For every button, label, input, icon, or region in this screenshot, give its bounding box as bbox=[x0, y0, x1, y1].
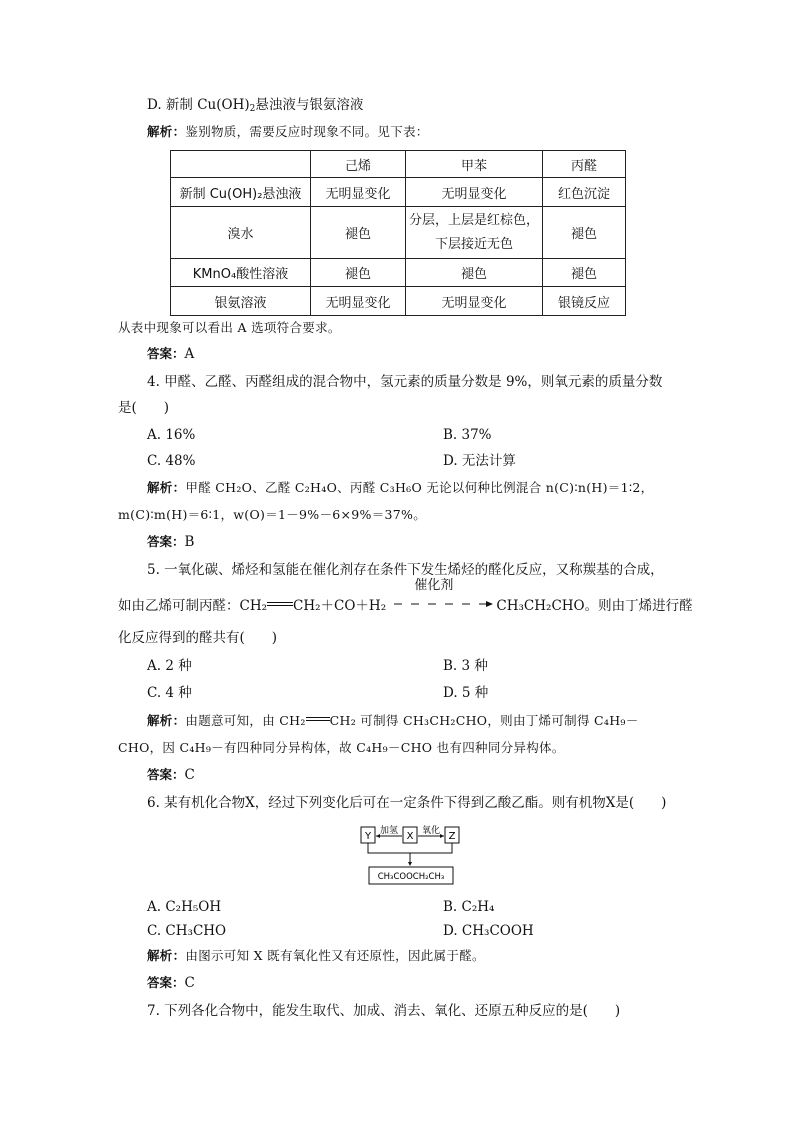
table-row bbox=[171, 259, 626, 287]
table-header-row bbox=[171, 151, 626, 178]
q4-option-a: A. 16% bbox=[147, 427, 196, 443]
table-cell: 无明显变化 bbox=[406, 178, 543, 207]
table-cell: 褪色 bbox=[311, 259, 406, 287]
table-cell: 溴水 bbox=[171, 207, 311, 259]
q5-equation: 如由乙烯可制丙醛：CH₂ CH₂＋CO＋H₂ 催化剂 CH₃CH₂CHO。则由丁烯进行醛 bbox=[118, 578, 693, 614]
q6-answer: 答案：C bbox=[147, 975, 195, 991]
q5-stem-cont: 化反应得到的醛共有( ) bbox=[118, 630, 278, 646]
table-header-cell bbox=[171, 151, 311, 178]
table-row bbox=[171, 178, 626, 207]
connector-line bbox=[368, 843, 452, 853]
q5-option-b: B. 3 种 bbox=[443, 658, 488, 674]
q4-explanation: 解析：甲醛 CH₂O、乙醛 C₂H₄O、丙醛 C₃H₆O 无论以何种比例混合 n(C)∶n(H)＝1∶2， bbox=[147, 480, 654, 495]
q4-option-c: C. 48% bbox=[147, 453, 196, 469]
table-header-cell: 己烯 bbox=[311, 151, 406, 178]
table-cell: 褪色 bbox=[406, 259, 543, 287]
table-cell: 银氨溶液 bbox=[171, 287, 311, 316]
table-cell: 红色沉淀 bbox=[543, 178, 626, 207]
q6-option-c: C. CH₃CHO bbox=[147, 923, 227, 939]
table-cell: 新制 Cu(OH)₂悬浊液 bbox=[171, 178, 311, 207]
table-cell: 银镜反应 bbox=[543, 287, 626, 316]
q3-option-d: D. 新制 $Cu(OH)_2$悬浊液与银氨溶液 bbox=[147, 97, 364, 114]
table-cell: 无明显变化 bbox=[311, 178, 406, 207]
q5-explanation: 解析：由题意可知，由 CH₂ CH₂ 可制得 CH₃CH₂CHO，则由丁烯可制得 C₄H₉－ bbox=[147, 713, 639, 728]
q5-answer: 答案：C bbox=[147, 767, 195, 783]
hydrogenation-label: 加氢 bbox=[379, 826, 399, 836]
q6-option-d: D. CH₃COOH bbox=[443, 923, 534, 939]
product-label: CH₃COOCH₂CH₃ bbox=[377, 872, 445, 882]
q5-option-d: D. 5 种 bbox=[443, 685, 489, 701]
q5-option-c: C. 4 种 bbox=[147, 685, 192, 701]
q6-stem: 6. 某有机化合物X，经过下列变化后可在一定条件下得到乙酸乙酯。则有机物X是( ) bbox=[147, 795, 667, 811]
table-cell: 无明显变化 bbox=[406, 287, 543, 316]
q4-answer: 答案：B bbox=[147, 534, 195, 550]
table-cell: 褪色 bbox=[311, 207, 406, 259]
dashed-arrow-icon bbox=[392, 598, 494, 612]
q5-option-a: A. 2 种 bbox=[147, 658, 192, 674]
arrow-head-icon bbox=[440, 834, 444, 838]
double-bond bbox=[306, 711, 330, 725]
table-cell: KMnO₄酸性溶液 bbox=[171, 259, 311, 287]
q3-conclusion: 从表中现象可以看出 A 选项符合要求。 bbox=[118, 320, 341, 335]
catalyst-label: 催化剂 bbox=[414, 578, 454, 593]
q6-option-b: B. C₂H₄ bbox=[443, 899, 495, 915]
table-cell: 褪色 bbox=[543, 207, 626, 259]
q4-stem-cont: 是( ) bbox=[118, 400, 170, 416]
comparison-table bbox=[170, 150, 626, 316]
node-y-label: Y bbox=[364, 831, 372, 842]
table-cell-multiline bbox=[406, 207, 543, 259]
arrow-head-icon bbox=[376, 834, 380, 838]
node-z-label: Z bbox=[448, 831, 456, 842]
q3-answer: 答案：A bbox=[147, 346, 195, 362]
q6-explanation: 解析：由图示可知 X 既有氧化性又有还原性，因此属于醛。 bbox=[147, 948, 485, 963]
oxidation-label: 氧化 bbox=[421, 826, 441, 836]
q4-option-d: D. 无法计算 bbox=[443, 453, 516, 469]
table-row bbox=[171, 207, 626, 259]
table-cell: 无明显变化 bbox=[311, 287, 406, 316]
q3-explanation: 解析：鉴别物质，需要反应时现象不同。见下表： bbox=[147, 124, 429, 139]
q4-stem: 4. 甲醛、乙醛、丙醛组成的混合物中，氢元素的质量分数是 9%，则氧元素的质量分数 bbox=[147, 374, 663, 390]
table-header-cell: 丙醛 bbox=[543, 151, 626, 178]
q6-option-a: A. C₂H₅OH bbox=[147, 899, 222, 915]
cell-line: 分层，上层是红棕色， bbox=[409, 212, 540, 228]
node-x-label: X bbox=[406, 831, 414, 842]
double-bond bbox=[267, 596, 293, 610]
q4-option-b: B. 37% bbox=[443, 427, 492, 443]
reaction-diagram bbox=[355, 824, 465, 888]
q4-explanation-cont: m(C)∶m(H)＝6∶1，w(O)＝1－9%－6×9%＝37%。 bbox=[118, 507, 427, 522]
cell-line: 下层接近无色 bbox=[434, 236, 513, 252]
arrow-head-icon bbox=[408, 862, 412, 866]
q5-stem: 5. 一氧化碳、烯烃和氢能在催化剂存在条件下发生烯烃的醛化反应，又称羰基的合成， bbox=[147, 562, 664, 578]
table-header-cell: 甲苯 bbox=[406, 151, 543, 178]
q5-explanation-cont: CHO，因 C₄H₉－有四种同分异构体，故 C₄H₉－CHO 也有四种同分异构体。 bbox=[118, 740, 565, 755]
catalyst-arrow bbox=[392, 578, 494, 610]
table-row bbox=[171, 287, 626, 316]
q7-stem: 7. 下列各化合物中，能发生取代、加成、消去、氧化、还原五种反应的是( ) bbox=[147, 1003, 621, 1019]
table-cell: 褪色 bbox=[543, 259, 626, 287]
